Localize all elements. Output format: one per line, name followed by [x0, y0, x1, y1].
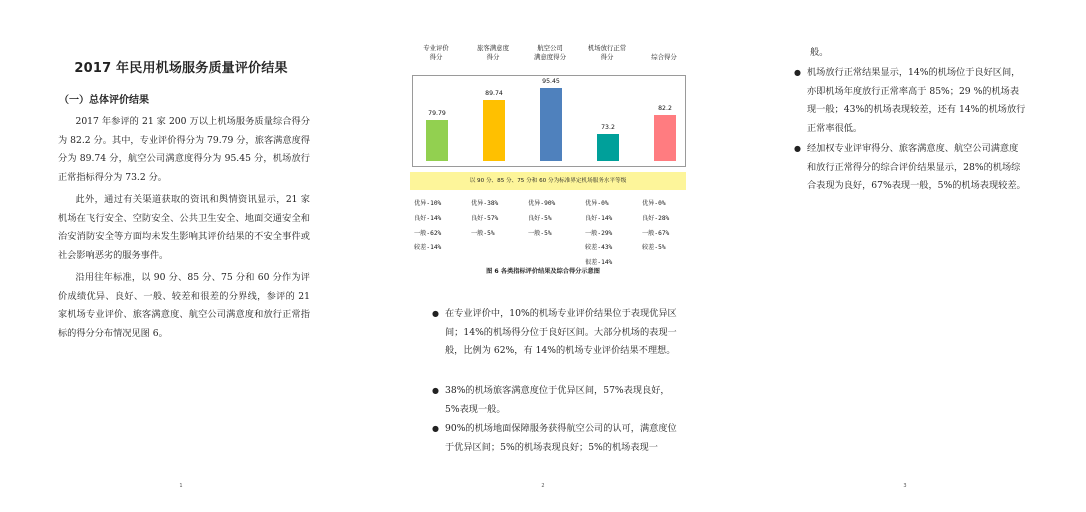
- chart-bar: [540, 88, 562, 161]
- chart-value-label: 89.74: [485, 90, 503, 98]
- distribution-entry: 优异-10%: [414, 200, 442, 207]
- page-number: 2: [541, 483, 545, 489]
- bullet-dot-icon: ●: [794, 144, 801, 153]
- figure-caption: 图 6 各类指标评价结果及综合得分示意图: [486, 268, 600, 275]
- page-number: 1: [179, 483, 183, 489]
- distribution-column: [528, 197, 584, 241]
- chart-category-header-line: 得分: [600, 53, 614, 61]
- distribution-entry: 一般-62%: [414, 229, 442, 237]
- paragraph-safety-info: 此外，通过有关渠道获取的资讯和舆情资讯显示，21 家机场在飞行安全、空防安全、公共卫生安全、地面交通安全和治安消防安全等方面均未发生影响其评价结果的不安全事件或社会影响恶劣的服务事件。: [58, 194, 310, 261]
- bullet-passenger-satisfaction: [432, 382, 677, 419]
- chart-category-header-line: 专业评价: [423, 44, 449, 52]
- bullet-composite-evaluation: [794, 140, 1027, 196]
- distribution-entry: 一般-67%: [642, 229, 670, 237]
- grading-standard-band: 以 90 分、85 分、75 分和 60 分为标准界定机场服务水平等级: [410, 172, 686, 190]
- chart-bar: [483, 100, 505, 161]
- distribution-entry: 较差-5%: [642, 244, 666, 252]
- chart-bar: [597, 134, 619, 161]
- chart-category-header-line: 满意度得分: [534, 53, 566, 61]
- bullet-text: 经加权专业评审得分、旅客满意度、航空公司满意度和放行正常得分的综合评价结果显示，28%的机场综合表现为良好，67%表现一般，5%的机场表现较差。: [807, 143, 1026, 191]
- continued-text: 般。: [810, 47, 829, 58]
- chart-category-header-line: 航空公司: [537, 44, 563, 52]
- distribution-entry: 一般-29%: [585, 229, 613, 237]
- paragraph-grading-standard: 沿用往年标准，以 90 分、85 分、75 分和 60 分作为评价成绩优异、良好、一般、较差和很差的分界线，参评的 21 家机场专业评价、旅客满意度、航空公司满意度和放行正常指标的得分分布情况见图 6。: [58, 272, 310, 339]
- distribution-column: [642, 197, 698, 256]
- distribution-entry: 优异-38%: [471, 200, 499, 207]
- distribution-entry: 良好-57%: [471, 214, 499, 222]
- distribution-entry: 良好-28%: [642, 214, 670, 222]
- bullet-text: 38%的机场旅客满意度位于优异区间，57%表现良好，5%表现一般。: [445, 385, 670, 415]
- chart-value-label: 79.79: [428, 110, 446, 118]
- distribution-entry: 优异-90%: [528, 200, 556, 207]
- chart-value-label: 73.2: [601, 123, 615, 131]
- bullet-text: 在专业评价中，10%的机场专业评价结果位于表现优异区间；14%的机场得分位于良好区间。大部分机场的表现一般，比例为 62%，有 14%的机场专业评价结果不理想。: [445, 308, 677, 356]
- bullet-dot-icon: ●: [432, 424, 439, 433]
- document-page-3: [724, 0, 1086, 512]
- distribution-entry: 一般-5%: [528, 229, 552, 237]
- bullet-airline-satisfaction: [432, 420, 677, 457]
- bullet-text: 90%的机场地面保障服务获得航空公司的认可，满意度位于优异区间；5%的机场表现良好；5%的机场表现一: [445, 423, 677, 453]
- chart-category-header: [412, 44, 460, 70]
- bullet-text: 机场放行正常结果显示，14%的机场位于良好区间，亦即机场年度放行正常率高于 85%；29 %的机场表现一般；43%的机场表现较差，还有 14%的机场放行正常率很低。: [807, 67, 1026, 134]
- chart-bar: [654, 115, 676, 161]
- distribution-entry: 较差-14%: [414, 244, 442, 252]
- chart-category-header-line: 得分: [486, 53, 500, 61]
- section-heading: （一）总体评价结果: [59, 95, 149, 106]
- distribution-column: [471, 197, 527, 241]
- bullet-dot-icon: ●: [432, 309, 439, 318]
- distribution-entry: 良好-5%: [528, 214, 552, 222]
- chart-category-header-line: 旅客满意度: [477, 44, 509, 52]
- distribution-entry: 一般-5%: [471, 229, 495, 237]
- bullet-dot-icon: ●: [794, 68, 801, 77]
- bullet-on-time-departure: [794, 64, 1027, 138]
- page-number: 3: [903, 483, 907, 489]
- paragraph-overall-score: 2017 年参评的 21 家 200 万以上机场服务质量综合得分为 82.2 分。其中，专业评价得分为 79.79 分，旅客满意度得分为 89.74 分，航空公司满意度得分为 95.45 分，机场放行正常指标得分为 73.2 分。: [58, 116, 310, 183]
- document-page-2: [362, 0, 724, 512]
- distribution-entry: 优异-0%: [642, 200, 666, 207]
- chart-category-header: [640, 44, 688, 70]
- chart-category-header: [469, 44, 517, 70]
- chart-category-header-line: 得分: [429, 53, 443, 61]
- bullet-dot-icon: ●: [432, 386, 439, 395]
- document-title: 2017 年民用机场服务质量评价结果: [74, 61, 288, 76]
- distribution-entry: 很差-14%: [585, 259, 613, 267]
- document-page-1: [0, 0, 362, 512]
- distribution-column: [585, 197, 641, 271]
- chart-category-header: [526, 44, 574, 70]
- distribution-entry: 良好-14%: [414, 214, 442, 222]
- distribution-entry: 较差-43%: [585, 244, 613, 252]
- chart-category-header: [583, 44, 631, 70]
- bar-chart: [412, 75, 686, 167]
- distribution-column: [414, 197, 470, 256]
- chart-value-label: 82.2: [658, 105, 672, 113]
- distribution-entry: 优异-0%: [585, 200, 609, 207]
- chart-category-header-line: 机场放行正常: [587, 44, 627, 52]
- chart-value-label: 95.45: [542, 78, 560, 86]
- chart-bar: [426, 120, 448, 161]
- bullet-professional-evaluation: [432, 305, 677, 361]
- distribution-entry: 良好-14%: [585, 214, 613, 222]
- chart-category-header-line: 综合得分: [651, 53, 677, 61]
